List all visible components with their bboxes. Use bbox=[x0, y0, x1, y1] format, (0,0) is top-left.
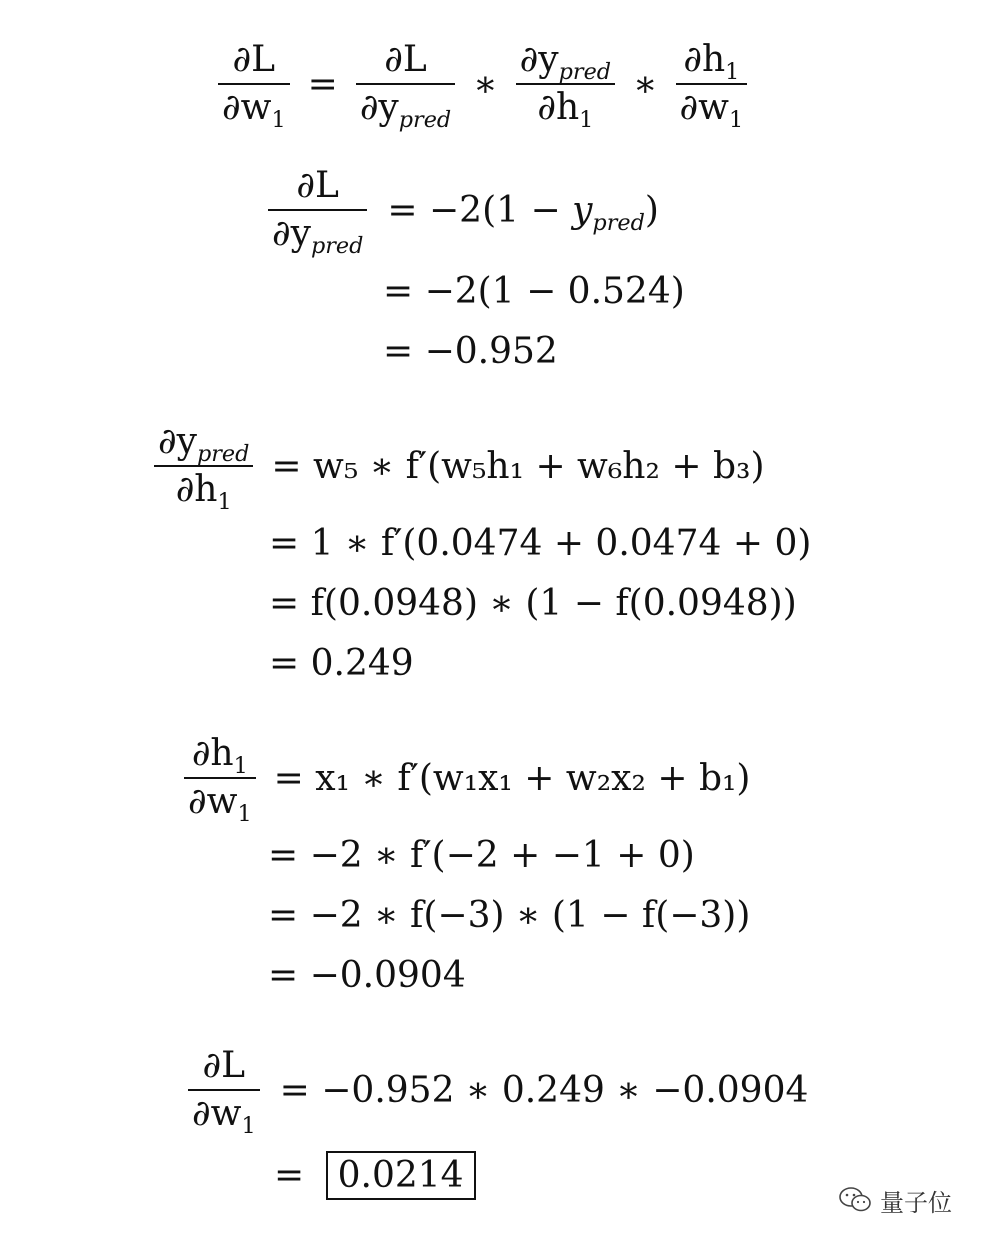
watermark-text: 量子位 bbox=[880, 1188, 952, 1217]
block2-line4: = 0.249 bbox=[269, 643, 414, 684]
block3-equation bbox=[178, 728, 750, 828]
multiply-sign: ∗ bbox=[633, 63, 658, 105]
block3-line2: = −2 ∗ f′(−2 + −1 + 0) bbox=[268, 835, 695, 876]
block2-line1: = w₅ ∗ f′(w₅h₁ + w₆h₂ + b₃) bbox=[271, 445, 765, 487]
block4-equation bbox=[182, 1040, 808, 1140]
block2-line3: = f(0.0948) ∗ (1 − f(0.0948)) bbox=[269, 583, 797, 624]
result-box: 0.0214 bbox=[326, 1151, 476, 1200]
fraction-dh1-dw1: $\frac{\partial h_1}{\partial w_1}$ bbox=[184, 731, 256, 825]
fraction-dL-dw1 bbox=[218, 37, 290, 131]
fraction-dL-dypred: $\frac{\partial L}{\partial y_{pred}}$ bbox=[356, 37, 455, 131]
equals-sign: = bbox=[307, 63, 338, 105]
text: ∂L bbox=[232, 39, 276, 80]
equals-sign: = bbox=[274, 1155, 305, 1196]
denominator: $\partial w_1$ bbox=[222, 87, 286, 133]
block1-line2: = −2(1 − 0.524) bbox=[383, 271, 685, 312]
fraction-dh1-dw1: $\frac{\partial h_1}{\partial w_1}$ bbox=[676, 37, 748, 131]
numerator bbox=[229, 37, 280, 83]
block3-line4: = −0.0904 bbox=[268, 955, 466, 996]
fraction-dL-dypred: $\frac{\partial L}{\partial y_{pred}}$ bbox=[268, 163, 367, 257]
block2-equation bbox=[148, 416, 765, 516]
wechat-icon bbox=[838, 1186, 872, 1214]
multiply-sign: ∗ bbox=[473, 63, 498, 105]
block1-line1: = $-2(1 - y_{pred})$ bbox=[387, 189, 659, 236]
block3-line3: = −2 ∗ f(−3) ∗ (1 − f(−3)) bbox=[268, 895, 751, 936]
fraction-dypred-dh1: $\frac{\partial y_{pred}}{\partial h_1}$ bbox=[516, 37, 615, 131]
block3-line1: = x₁ ∗ f′(w₁x₁ + w₂x₂ + b₁) bbox=[273, 757, 751, 799]
fraction-dypred-dh1: $\frac{\partial y_{pred}}{\partial h_1}$ bbox=[154, 419, 253, 513]
block1-line3: = −0.952 bbox=[383, 331, 558, 372]
block4-line2 bbox=[274, 1146, 476, 1206]
watermark bbox=[838, 1180, 952, 1220]
block2-line2: = 1 ∗ f′(0.0474 + 0.0474 + 0) bbox=[269, 523, 812, 564]
chain-rule-equation bbox=[212, 34, 753, 134]
fraction-dL-dw1: $\frac{\partial L}{\partial w_1}$ bbox=[188, 1043, 260, 1137]
block1-equation bbox=[262, 160, 659, 260]
block4-line1: = −0.952 ∗ 0.249 ∗ −0.0904 bbox=[279, 1069, 809, 1111]
